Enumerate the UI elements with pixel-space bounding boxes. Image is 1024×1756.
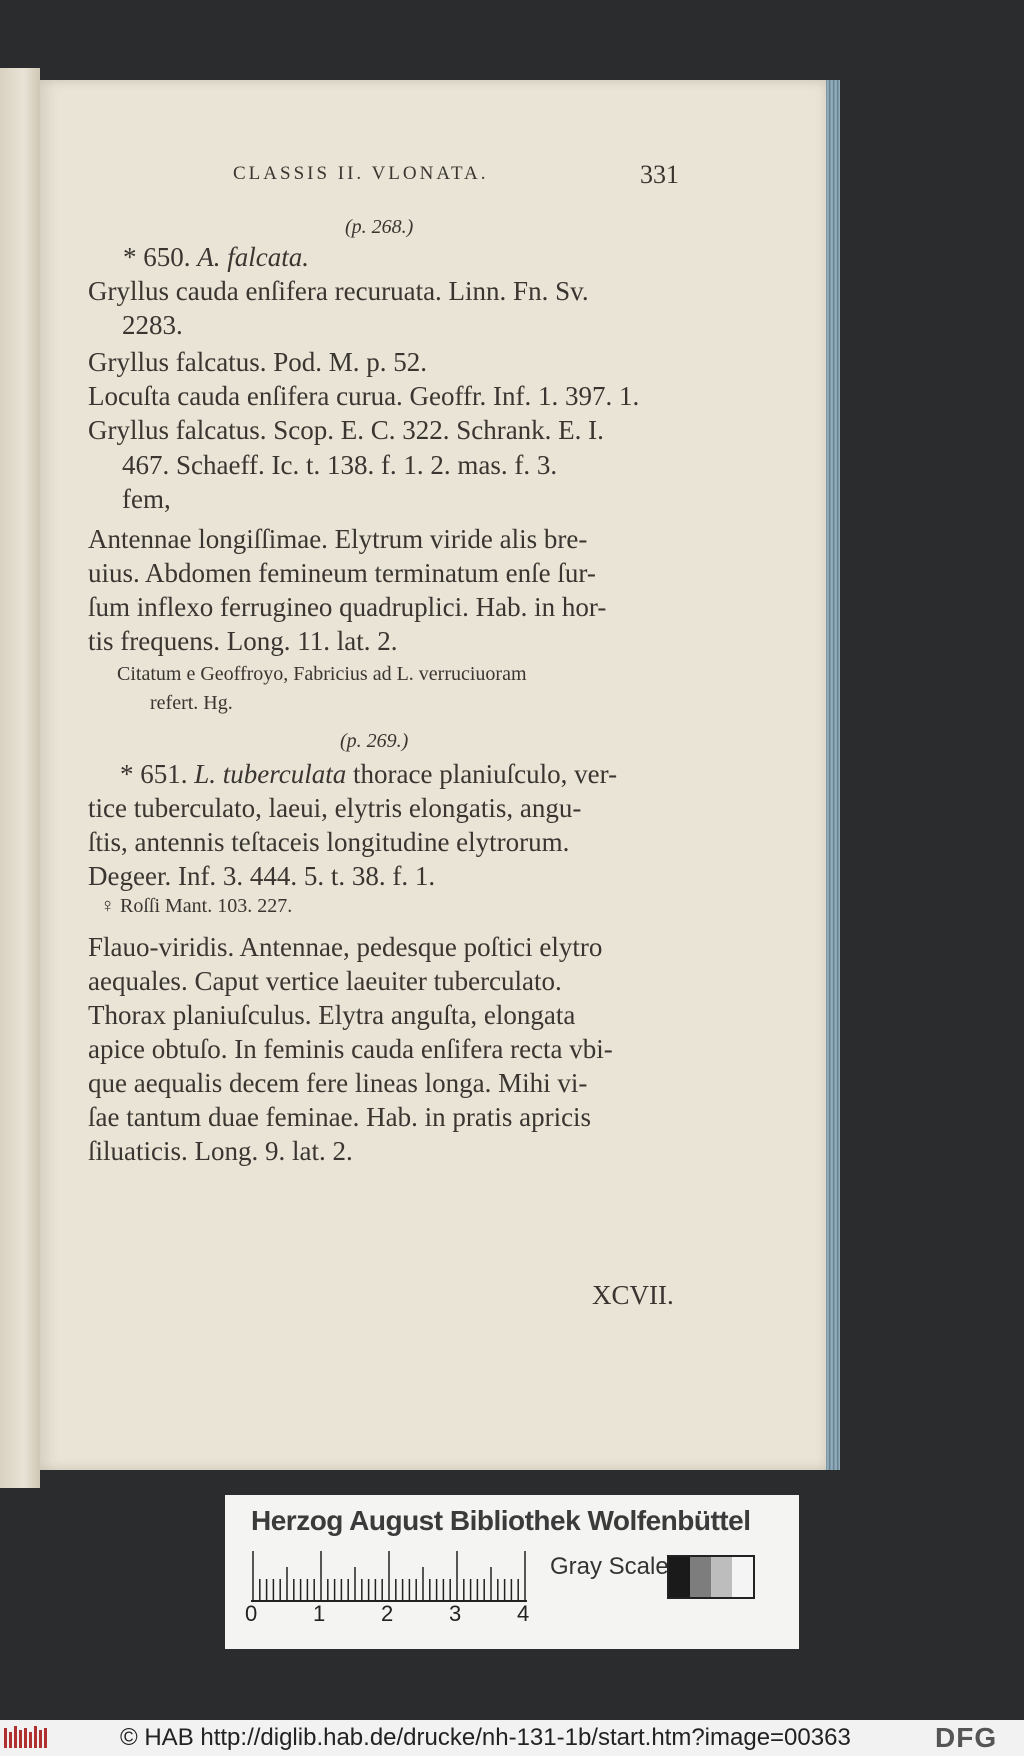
dfg-logo: DFG <box>935 1722 998 1753</box>
entry-heading <box>120 759 617 790</box>
footer-bar <box>0 1720 1024 1756</box>
synonym-line: Gryllus falcatus. Scop. E. C. 322. Schrank. E. I. <box>88 415 604 445</box>
description-line: ſae tantum duae feminae. Hab. in pratis apricis <box>88 1102 592 1132</box>
description-line: Flauo-viridis. Antennae, pedesque poſtici elytro <box>88 932 603 962</box>
synonym-line: fem, <box>122 484 171 514</box>
page-ref: (p. 269.) <box>340 730 409 752</box>
description-line: ſum inflexo ferrugineo quadruplici. Hab. in hor- <box>88 592 607 622</box>
entry-number: * 650. <box>123 242 191 272</box>
synonym-line: Gryllus falcatus. Pod. M. p. 52. <box>88 347 427 377</box>
scale-number: 1 <box>313 1601 326 1626</box>
page-fore-edge <box>826 80 840 1470</box>
description-line: Antennae longiſſimae. Elytrum viride alis bre- <box>88 524 588 554</box>
signature-mark: XCVII. <box>592 1280 674 1310</box>
species-name: L. tuberculata <box>194 759 347 789</box>
species-name: A. falcata. <box>197 242 309 272</box>
description-line: tis frequens. Long. 11. lat. 2. <box>88 626 398 656</box>
synonym-line: 467. Schaeff. Ic. t. 138. f. 1. 2. mas. f. 3. <box>122 450 558 480</box>
note-line: refert. Hg. <box>150 692 233 714</box>
scale-number: 0 <box>245 1601 258 1626</box>
description-line: ſiluaticis. Long. 9. lat. 2. <box>88 1136 353 1166</box>
description-line: apice obtuſo. In feminis cauda enſifera recta vbi- <box>88 1034 613 1064</box>
running-title: CLASSIS II. VLONATA. <box>233 163 489 184</box>
synonym-line: Locuſta cauda enſifera curua. Geoffr. Inf. 1. 397. 1. <box>88 381 640 411</box>
gray-swatch-cell <box>669 1557 690 1597</box>
diagnosis-line: tice tuberculato, laeui, elytris elongatis, angu- <box>88 793 582 823</box>
description-line: que aequalis decem fere lineas longa. Mihi vi- <box>88 1068 588 1098</box>
left-page-edge <box>0 68 40 1488</box>
library-name: Herzog August Bibliothek Wolfenbüttel <box>251 1505 751 1536</box>
diagnosis-line: ſtis, antennis teſtaceis longitudine elytrorum. <box>88 827 570 857</box>
gray-scale-label: Gray Scale <box>550 1553 669 1580</box>
gray-scale-swatch <box>667 1555 755 1599</box>
scale-number: 4 <box>517 1601 530 1626</box>
ruler-scale <box>251 1551 527 1603</box>
note-line: Citatum e Geoffroyo, Fabricius ad L. verruciuoram <box>117 663 527 685</box>
gray-swatch-cell <box>732 1557 753 1597</box>
scale-number: 3 <box>449 1601 462 1626</box>
gray-swatch-cell <box>690 1557 711 1597</box>
copyright-link[interactable]: © HAB http://diglib.hab.de/drucke/nh-131-1b/start.htm?image=00363 <box>120 1724 851 1751</box>
page-ref: (p. 268.) <box>345 216 414 238</box>
scale-number: 2 <box>381 1601 394 1626</box>
description-line: Thorax planiuſculus. Elytra anguſta, elongata <box>88 1000 576 1030</box>
diagnosis-line: ♀ Roſſi Mant. 103. 227. <box>100 895 293 917</box>
page-number: 331 <box>640 160 679 189</box>
synonym-line: Gryllus cauda enſifera recuruata. Linn. Fn. Sv. <box>88 276 589 306</box>
entry-heading <box>123 242 309 273</box>
gray-swatch-cell <box>711 1557 732 1597</box>
description-line: aequales. Caput vertice laeuiter tuberculato. <box>88 966 562 996</box>
description-line: uius. Abdomen femineum terminatum enſe ſur- <box>88 558 596 588</box>
entry-number: * 651. <box>120 759 188 789</box>
synonym-line: 2283. <box>122 310 183 340</box>
heading-text: thorace planiuſculo, ver- <box>346 759 618 789</box>
color-calibration-plate <box>225 1495 799 1649</box>
hab-logo-icon <box>4 1726 48 1750</box>
diagnosis-line: Degeer. Inf. 3. 444. 5. t. 38. f. 1. <box>88 861 436 891</box>
